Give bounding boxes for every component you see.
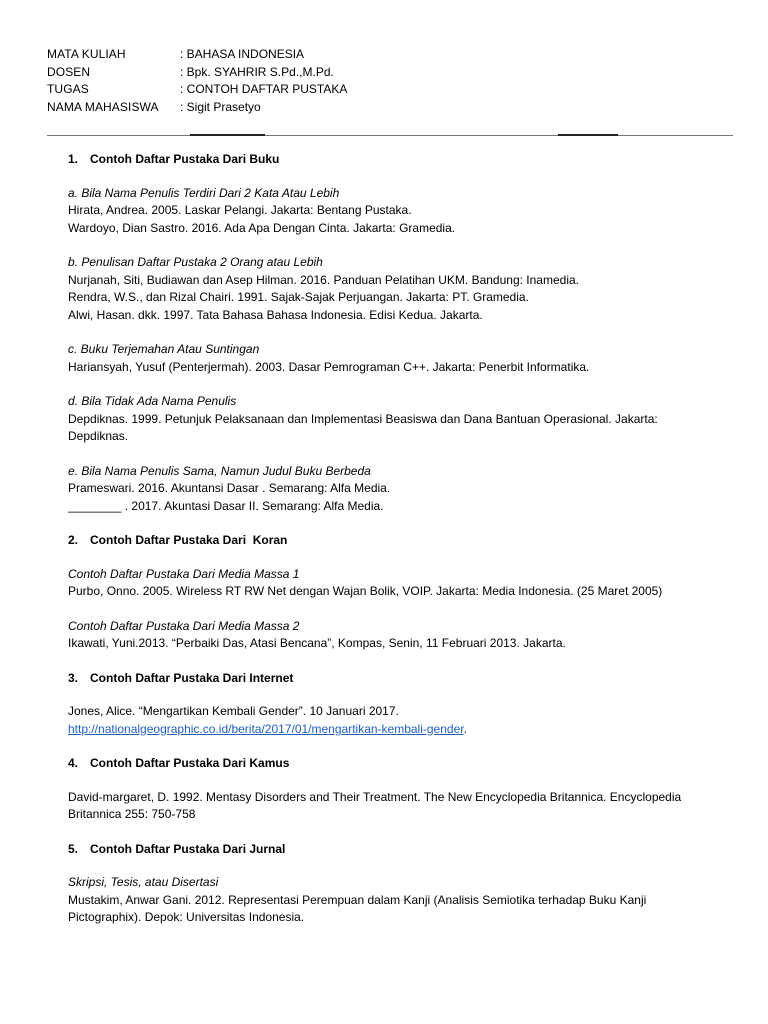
- info-key: TUGAS: [47, 82, 89, 96]
- section-number: 4.: [68, 756, 79, 770]
- reference-entry: Depdiknas.: [68, 429, 129, 443]
- reference-entry: Prameswari. 2016. Akuntansi Dasar . Semarang: Alfa Media.: [68, 481, 391, 495]
- info-row-assignment: [47, 81, 347, 99]
- info-key: MATA KULIAH: [47, 47, 126, 61]
- info-row-course: [47, 46, 347, 64]
- section-title: Contoh Daftar Pustaka Dari Kamus: [90, 756, 290, 770]
- section-heading: [68, 532, 728, 550]
- reference-group: [68, 703, 728, 738]
- info-value: : Sigit Prasetyo: [180, 99, 261, 114]
- section-number: 2.: [68, 533, 79, 547]
- reference-group: [68, 874, 728, 927]
- reference-entry: Hirata, Andrea. 2005. Laskar Pelangi. Jakarta: Bentang Pustaka.: [68, 203, 412, 217]
- section-number: 5.: [68, 841, 79, 856]
- group-subtitle: a. Bila Nama Penulis Terdiri Dari 2 Kata Atau Lebih: [68, 185, 340, 200]
- section-title: Contoh Daftar Pustaka Dari Koran: [90, 533, 288, 547]
- reference-entry: Pictographix). Depok: Universitas Indonesia.: [68, 910, 305, 924]
- reference-entry: Jones, Alice. “Mengartikan Kembali Gender”. 10 Januari 2017.: [68, 704, 399, 718]
- reference-group: [68, 618, 728, 653]
- reference-entry: Purbo, Onno. 2005. Wireless RT RW Net dengan Wajan Bolik, VOIP. Jakarta: Media Indonesia. (25 Maret 2005): [68, 584, 663, 598]
- section-number: 3.: [68, 670, 79, 685]
- divider-accent: [190, 134, 265, 136]
- info-value: : CONTOH DAFTAR PUSTAKA: [180, 82, 348, 96]
- group-subtitle: d. Bila Tidak Ada Nama Penulis: [68, 394, 237, 408]
- header-info: [47, 46, 347, 116]
- info-value: : Bpk. SYAHRIR S.Pd.,M.Pd.: [180, 64, 334, 79]
- reference-group: [68, 463, 728, 516]
- reference-entry: ________ . 2017. Akuntasi Dasar II. Semarang: Alfa Media.: [68, 498, 384, 513]
- reference-entry: Nurjanah, Siti, Budiawan dan Asep Hilman. 2016. Panduan Pelatihan UKM. Bandung: Inamedia.: [68, 272, 579, 287]
- section-title: Contoh Daftar Pustaka Dari Buku: [90, 152, 280, 166]
- section-title: Contoh Daftar Pustaka Dari Internet: [90, 670, 294, 685]
- reference-group: [68, 341, 728, 376]
- reference-entry: Alwi, Hasan. dkk. 1997. Tata Bahasa Bahasa Indonesia. Edisi Kedua. Jakarta.: [68, 307, 483, 322]
- reference-group: [68, 566, 728, 601]
- info-value: : BAHASA INDONESIA: [180, 47, 305, 61]
- reference-entry: Britannica 255: 750-758: [68, 807, 196, 821]
- reference-entry: Wardoyo, Dian Sastro. 2016. Ada Apa Dengan Cinta. Jakarta: Gramedia.: [68, 220, 456, 235]
- reference-entry: Ikawati, Yuni.2013. “Perbaiki Das, Atasi Bencana”, Kompas, Senin, 11 Februari 2013. Jakarta.: [68, 636, 566, 650]
- section-number: 1.: [68, 152, 79, 166]
- group-subtitle: Contoh Daftar Pustaka Dari Media Massa 1: [68, 566, 300, 581]
- section-heading: [68, 670, 728, 688]
- group-subtitle: Skripsi, Tesis, atau Disertasi: [68, 875, 219, 889]
- section-heading: [68, 151, 728, 169]
- reference-group: [68, 789, 728, 824]
- info-key: DOSEN: [47, 64, 91, 79]
- reference-entry: Mustakim, Anwar Gani. 2012. Representasi Perempuan dalam Kanji (Analisis Semiotika terhadap Buku Kanji: [68, 892, 647, 907]
- reference-entry: Depdiknas. 1999. Petunjuk Pelaksanaan dan Implementasi Beasiswa dan Dana Bantuan Operasional. Jakarta:: [68, 411, 658, 426]
- info-key: NAMA MAHASISWA: [47, 99, 159, 114]
- link-suffix: .: [463, 721, 467, 736]
- divider-accent: [558, 134, 618, 136]
- reference-group: [68, 393, 728, 446]
- bibliography-content: [68, 151, 728, 944]
- group-subtitle: b. Penulisan Daftar Pustaka 2 Orang atau Lebih: [68, 255, 323, 269]
- group-subtitle: e. Bila Nama Penulis Sama, Namun Judul Buku Berbeda: [68, 463, 371, 478]
- section-title: Contoh Daftar Pustaka Dari Jurnal: [90, 841, 286, 856]
- reference-url-link[interactable]: http://nationalgeographic.co.id/berita/2017/01/mengartikan-kembali-gender: [68, 721, 464, 736]
- group-subtitle: Contoh Daftar Pustaka Dari Media Massa 2: [68, 618, 300, 633]
- reference-entry: David-margaret, D. 1992. Mentasy Disorders and Their Treatment. The New Encyclopedia Britannica. Encyclopedia: [68, 789, 682, 804]
- section-heading: [68, 755, 728, 773]
- info-row-lecturer: [47, 64, 347, 82]
- reference-entry: Hariansyah, Yusuf (Penterjermah). 2003. Dasar Pemrograman C++. Jakarta: Penerbit Informatika.: [68, 359, 590, 374]
- reference-entry-link-line: [68, 721, 728, 739]
- group-subtitle: c. Buku Terjemahan Atau Suntingan: [68, 342, 260, 356]
- info-row-student: [47, 99, 347, 117]
- section-heading: [68, 841, 728, 859]
- reference-group: [68, 185, 728, 238]
- reference-group: [68, 254, 728, 324]
- reference-entry: Rendra, W.S., dan Rizal Chairi. 1991. Sajak-Sajak Perjuangan. Jakarta: PT. Gramedia.: [68, 290, 529, 304]
- header-divider: [47, 135, 733, 136]
